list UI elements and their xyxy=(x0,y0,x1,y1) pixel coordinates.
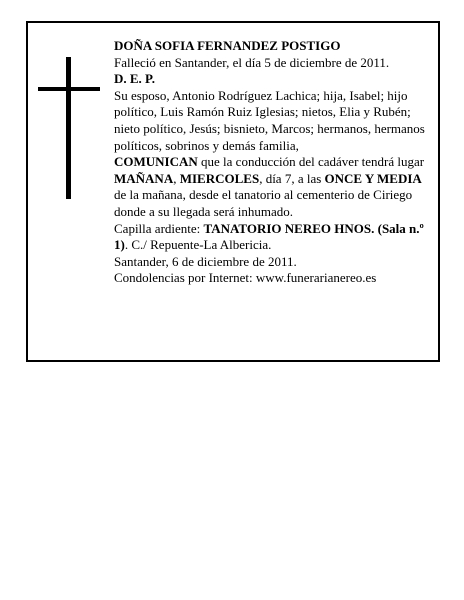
condolences-line: Condolencias por Internet: www.funerarianereo.es xyxy=(114,270,377,286)
dateline: Santander, 6 de diciembre de 2011. xyxy=(114,253,297,269)
cross-icon xyxy=(38,57,100,199)
chapel-place: TANATORIO NEREO HNOS. xyxy=(203,220,375,236)
chapel-room: (Sala n.º 1) xyxy=(114,220,424,253)
announce-text-1: que la conducción del cadáver tendrá lugar xyxy=(197,154,425,170)
dep-line: D. E. P. xyxy=(114,71,156,87)
family-list: Su esposo, Antonio Rodríguez Lachica; hija, Isabel; hijo político, Luis Ramón Ruiz Iglesias; nietos, Elia y Rubén; nieto político, Jesús; bisnieto, Marcos; hermanos, hermanos políticos, sobrinos y demás familia, xyxy=(114,87,425,153)
announcement xyxy=(114,154,432,220)
obituary-notice xyxy=(26,21,440,362)
announce-weekday: MIERCOLES xyxy=(179,170,260,186)
cross-horizontal-bar xyxy=(38,87,100,91)
announce-verb: COMUNICAN xyxy=(114,154,198,170)
announce-text-2: , día 7, a las xyxy=(259,170,325,186)
announce-text-3: de la mañana, desde el tanatorio al cementerio de Ciriego donde a su llegada será inhumado. xyxy=(114,187,413,219)
cross-vertical-bar xyxy=(66,57,71,199)
deceased-name: DOÑA SOFIA FERNANDEZ POSTIGO xyxy=(114,38,341,53)
announce-time: ONCE Y MEDIA xyxy=(324,170,422,186)
chapel-address: . C./ Repuente-La Albericia. xyxy=(124,237,272,253)
announce-comma: , xyxy=(173,170,180,186)
death-statement: Falleció en Santander, el día 5 de diciembre de 2011. xyxy=(114,54,390,70)
chapel-info xyxy=(114,221,432,254)
announce-day: MAÑANA xyxy=(114,170,174,186)
notice-text xyxy=(114,38,432,287)
chapel-label: Capilla ardiente: xyxy=(114,220,204,236)
